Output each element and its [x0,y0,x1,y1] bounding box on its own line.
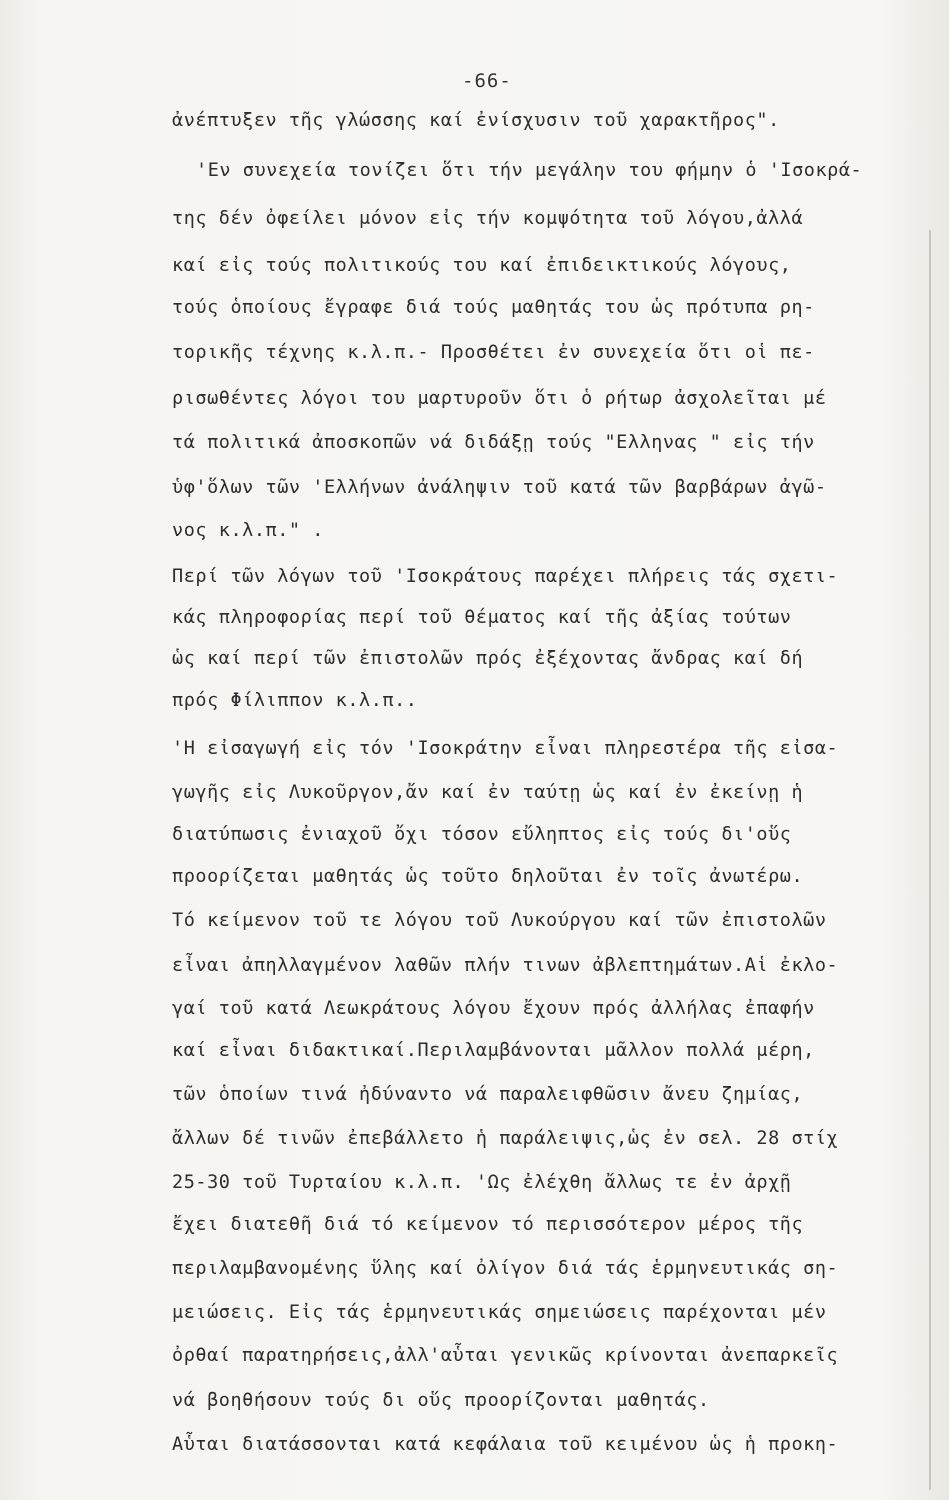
text-line: γωγῆς εἰς Λυκοῦργον,ἄν καί ἐν ταύτῃ ὡς καί ἐν ἐκείνῃ ἡ [172,782,804,803]
text-line: νος κ.λ.π." . [172,520,324,541]
text-line: καί εἶναι διδακτικαί.Περιλαμβάνονται μᾶλλον πολλά μέρη, [172,1040,815,1061]
text-line: εἶναι ἀπηλλαγμένον λαθῶν πλήν τινων ἀβλεπτημάτων.Αἱ ἐκλο- [172,955,839,976]
text-line: 'Εν συνεχεία τονίζει ὅτι τήν μεγάλην του φήμην ὁ 'Ισοκρά- [196,160,863,181]
text-line: μειώσεις. Εἰς τάς ἑρμηνευτικάς σημειώσεις παρέχονται μέν [172,1302,827,1323]
text-line: τορικῆς τέχνης κ.λ.π.- Προσθέτει ἐν συνεχεία ὅτι οἱ πε- [172,342,815,363]
text-line: πρός Φίλιππον κ.λ.π.. [172,690,418,711]
text-line: 25-30 τοῦ Τυρταίου κ.λ.π. 'Ως ἐλέχθη ἄλλως τε ἐν ἀρχῇ [172,1172,792,1193]
text-line: τῶν ὁποίων τινά ἠδύναντο νά παραλειφθῶσιν ἄνευ ζημίας, [172,1084,804,1105]
text-line: τά πολιτικά ἀποσκοπῶν νά διδάξῃ τούς "Ελληνας " εἰς τήν [172,432,815,453]
text-line: γαί τοῦ κατά Λεωκράτους λόγου ἔχουν πρός ἀλλήλας ἐπαφήν [172,998,815,1019]
page-edge-shadow [929,230,931,1490]
text-line: νά βοηθήσουν τούς δι οὕς προορίζονται μαθητάς. [172,1390,710,1411]
page-number: -66- [462,70,512,92]
text-line: της δέν ὀφείλει μόνον εἰς τήν κομψότητα τοῦ λόγου,ἀλλά [172,208,804,229]
text-line: διατύπωσις ἐνιαχοῦ ὄχι τόσον εὔληπτος εἰς τούς δι'οὕς [172,824,792,845]
text-line: ὡς καί περί τῶν ἐπιστολῶν πρός ἐξέχοντας ἄνδρας καί δή [172,648,804,669]
text-line: 'Η εἰσαγωγή εἰς τόν 'Ισοκράτην εἶναι πληρεστέρα τῆς εἰσα- [172,738,839,759]
text-line: τούς ὁποίους ἔγραφε διά τούς μαθητάς του ὡς πρότυπα ρη- [172,297,815,318]
text-line: ἀνέπτυξεν τῆς γλώσσης καί ἐνίσχυσιν τοῦ χαρακτῆρος". [172,110,780,131]
text-line: Τό κείμενον τοῦ τε λόγου τοῦ Λυκούργου καί τῶν ἐπιστολῶν [172,910,827,931]
text-line: περιλαμβανομένης ὕλης καί ὀλίγον διά τάς ἑρμηνευτικάς ση- [172,1258,839,1279]
text-line: καί εἰς τούς πολιτικούς του καί ἐπιδεικτικούς λόγους, [172,255,792,276]
text-line: Αὗται διατάσσονται κατά κεφάλαια τοῦ κειμένου ὡς ἡ προκη- [172,1434,839,1455]
text-line: ἔχει διατεθῆ διά τό κείμενον τό περισσότερον μέρος τῆς [172,1214,804,1235]
text-line: ἄλλων δέ τινῶν ἐπεβάλλετο ἡ παράλειψις,ὡς ἐν σελ. 28 στίχ [172,1128,839,1149]
text-line: Περί τῶν λόγων τοῦ 'Ισοκράτους παρέχει πλήρεις τάς σχετι- [172,566,839,587]
text-line: ὀρθαί παρατηρήσεις,ἀλλ'αὗται γενικῶς κρίνονται ἀνεπαρκεῖς [172,1345,839,1366]
text-line: ὑφ'ὅλων τῶν 'Ελλήνων ἀνάληψιν τοῦ κατά τῶν βαρβάρων ἀγῶ- [172,477,827,498]
text-line: προορίζεται μαθητάς ὡς τοῦτο δηλοῦται ἐν τοῖς ἀνωτέρω. [172,866,804,887]
text-line: ρισωθέντες λόγοι του μαρτυροῦν ὅτι ὁ ρήτωρ ἀσχολεῖται μέ [172,388,827,409]
text-line: κάς πληροφορίας περί τοῦ θέματος καί τῆς ἀξίας τούτων [172,607,792,628]
